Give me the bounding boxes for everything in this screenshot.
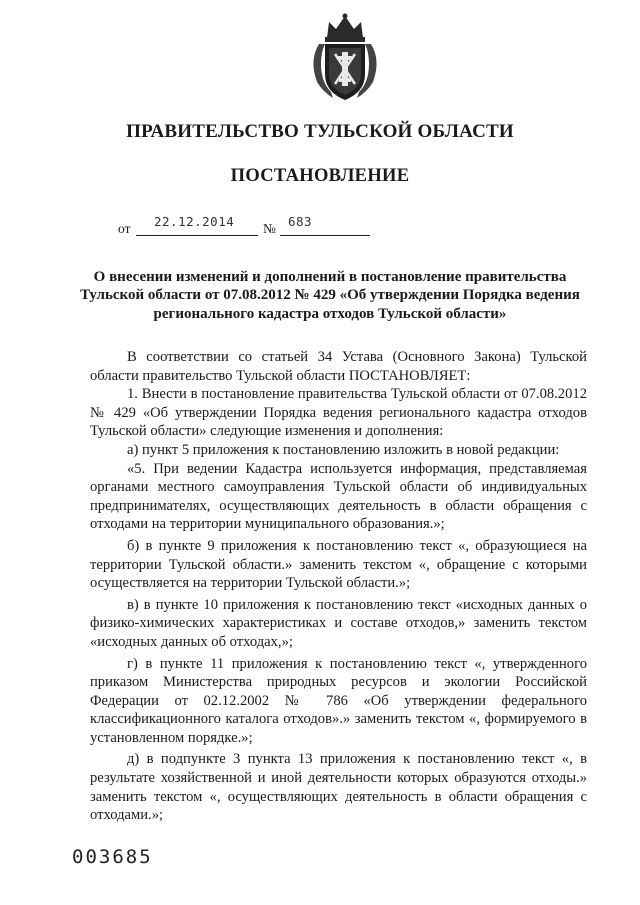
paragraph-subitem-b: б) в пункте 9 приложения к постановлению текст «, образующиеся на территории Тульской области.» заменить текстом «, обращение с которыми осуществляется на территории Тульской области.»; [90,537,587,592]
paragraph-preamble: В соответствии со статьей 34 Устава (Основного Закона) Тульской области правительство Тульской области ПОСТАНОВЛЯЕТ: [90,349,587,384]
paragraph-new-wording: «5. При ведении Кадастра используется информация, представляемая органами местного самоуправления Тульской области об индивидуальных предпринимателях, осуществляющих деятельность в области обращения с отходами на территории муниципального образования.»; [90,460,587,533]
number-value: 683 [288,214,313,229]
tula-coat-of-arms-icon [307,12,383,104]
number-field [280,215,370,236]
date-value: 22.12.2014 [154,214,235,229]
paragraph-subitem-g: г) в пункте 11 приложения к постановлению текст «, утвержденного приказом Министерства природных ресурсов и экологии Российской Федерации от 02.12.2002 № 786 «Об утверждении федерального классификационного каталога отходов».» заменить текстом «, формируемого в установленном порядке.»; [90,655,587,746]
government-title: ПРАВИТЕЛЬСТВО ТУЛЬСКОЙ ОБЛАСТИ [126,121,514,142]
paragraph-subitem-a: а) пункт 5 приложения к постановлению изложить в новой редакции: [127,441,560,458]
date-label: от [118,221,131,236]
paragraph-item-1: 1. Внести в постановление правительства Тульской области от 07.08.2012 № 429 «Об утверждении Порядка ведения регионального кадастра отходов Тульской области» следующие изменения и дополнения: [90,386,587,440]
document-type: ПОСТАНОВЛЕНИЕ [230,166,410,186]
paragraph-subitem-d: д) в подпункте 3 пункта 13 приложения к постановлению текст «, в результате хозяйственной и иной деятельности которых образуются отходы.» заменить текстом «, осуществляющих деятельность в области обращения с отходами.»; [90,751,587,824]
paragraph-subitem-v: в) в пункте 10 приложения к постановлению текст «исходных данных о физико-химических характеристиках и составе отходов,» заменить текстом «исходных данных об отходах,»; [90,596,587,650]
date-field [136,215,258,236]
document-subject: О внесении изменений и дополнений в постановление правительства Тульской области от 07.08.2012 № 429 «Об утверждении Порядка ведения регионального кадастра отходов Тульской области» [80,269,580,322]
number-label: № [263,221,276,236]
serial-number: 003685 [72,846,153,868]
document-body [90,348,587,825]
